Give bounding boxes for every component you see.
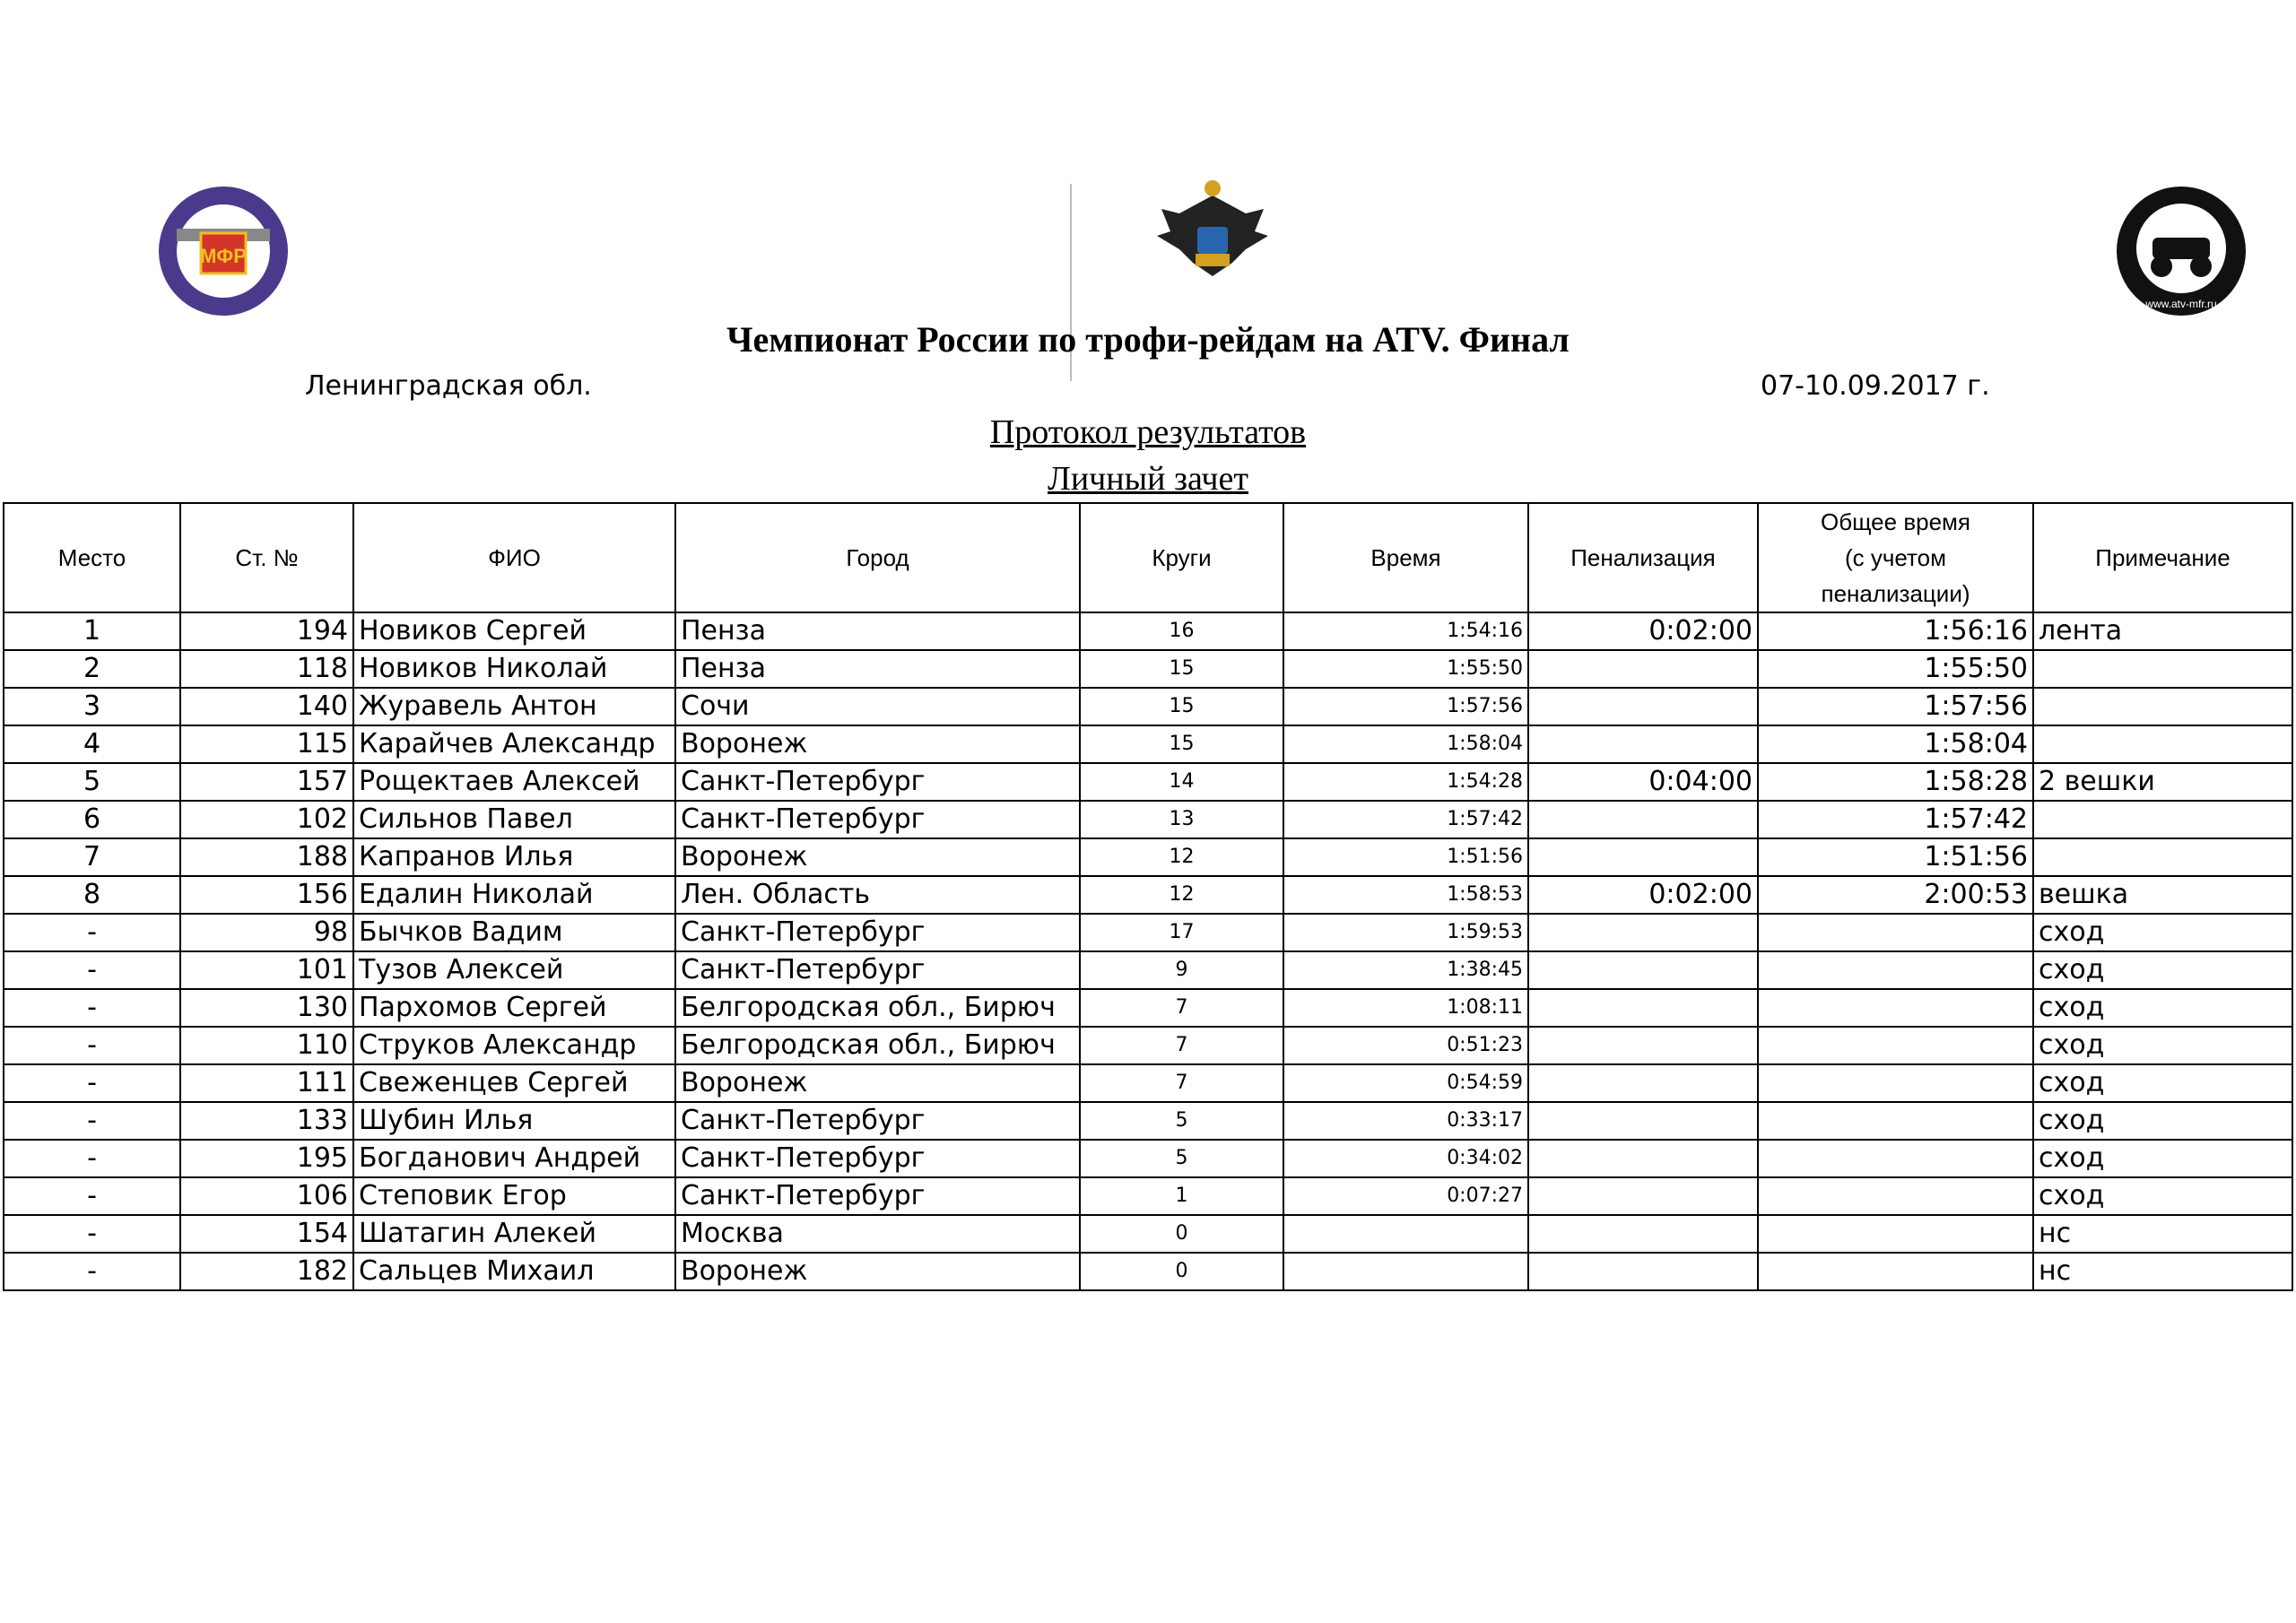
- header-name: ФИО: [353, 503, 675, 612]
- cell-laps: 12: [1080, 876, 1283, 914]
- cell-penalty: [1528, 1215, 1758, 1253]
- region-label: Ленинградская обл.: [305, 370, 592, 402]
- cell-laps: 5: [1080, 1102, 1283, 1140]
- cell-name: Сильнов Павел: [353, 801, 675, 838]
- mfr-logo: [154, 184, 293, 318]
- cell-city: Пенза: [675, 650, 1080, 688]
- cell-city: Воронеж: [675, 1253, 1080, 1290]
- cell-note: [2033, 725, 2292, 763]
- cell-place: 1: [4, 612, 180, 650]
- cell-number: 188: [180, 838, 353, 876]
- cell-place: -: [4, 951, 180, 989]
- cell-name: Богданович Андрей: [353, 1140, 675, 1177]
- cell-note: нс: [2033, 1215, 2292, 1253]
- cell-penalty: 0:04:00: [1528, 763, 1758, 801]
- cell-penalty: [1528, 1027, 1758, 1064]
- cell-total: 1:56:16: [1758, 612, 2033, 650]
- cell-number: 110: [180, 1027, 353, 1064]
- table-row: [4, 1102, 2292, 1140]
- header-city: Город: [675, 503, 1080, 612]
- cell-laps: 16: [1080, 612, 1283, 650]
- table-row: [4, 1177, 2292, 1215]
- table-row: [4, 1027, 2292, 1064]
- table-row: [4, 763, 2292, 801]
- cell-note: [2033, 688, 2292, 725]
- atv-championship-logo: [2112, 184, 2251, 318]
- cell-total: [1758, 1253, 2033, 1290]
- cell-place: 5: [4, 763, 180, 801]
- cell-number: 98: [180, 914, 353, 951]
- cell-penalty: [1528, 650, 1758, 688]
- cell-penalty: [1528, 801, 1758, 838]
- header-total-line3: пенализации): [1821, 580, 1970, 607]
- cell-name: Новиков Николай: [353, 650, 675, 688]
- cell-penalty: [1528, 1177, 1758, 1215]
- header-number: Ст. №: [180, 503, 353, 612]
- cell-city: Санкт-Петербург: [675, 1140, 1080, 1177]
- date-label: 07-10.09.2017 г.: [1761, 370, 1990, 402]
- cell-place: 8: [4, 876, 180, 914]
- cell-time: 1:51:56: [1283, 838, 1528, 876]
- cell-name: Свеженцев Сергей: [353, 1064, 675, 1102]
- cell-total: 1:58:04: [1758, 725, 2033, 763]
- svg-text:www.atv-mfr.ru: www.atv-mfr.ru: [2145, 298, 2217, 310]
- cell-total: [1758, 914, 2033, 951]
- cell-number: 118: [180, 650, 353, 688]
- cell-note: нс: [2033, 1253, 2292, 1290]
- cell-time: 0:51:23: [1283, 1027, 1528, 1064]
- cell-name: Струков Александр: [353, 1027, 675, 1064]
- cell-note: [2033, 650, 2292, 688]
- table-row: [4, 876, 2292, 914]
- cell-total: [1758, 1215, 2033, 1253]
- cell-penalty: [1528, 725, 1758, 763]
- cell-penalty: [1528, 1140, 1758, 1177]
- cell-total: 1:55:50: [1758, 650, 2033, 688]
- header-total: [1758, 503, 2033, 612]
- cell-laps: 13: [1080, 801, 1283, 838]
- cell-number: 130: [180, 989, 353, 1027]
- table-row: [4, 1253, 2292, 1290]
- cell-place: -: [4, 1215, 180, 1253]
- cell-city: Санкт-Петербург: [675, 914, 1080, 951]
- cell-number: 195: [180, 1140, 353, 1177]
- cell-place: 7: [4, 838, 180, 876]
- cell-note: сход: [2033, 914, 2292, 951]
- table-row: [4, 951, 2292, 989]
- cell-name: Едалин Николай: [353, 876, 675, 914]
- cell-number: 106: [180, 1177, 353, 1215]
- cell-penalty: [1528, 1064, 1758, 1102]
- cell-time: 1:58:04: [1283, 725, 1528, 763]
- cell-penalty: [1528, 1253, 1758, 1290]
- cell-city: Санкт-Петербург: [675, 1102, 1080, 1140]
- cell-city: Лен. Область: [675, 876, 1080, 914]
- cell-city: Белгородская обл., Бирюч: [675, 989, 1080, 1027]
- cell-name: Шубин Илья: [353, 1102, 675, 1140]
- cell-city: Москва: [675, 1215, 1080, 1253]
- cell-total: [1758, 951, 2033, 989]
- cell-laps: 0: [1080, 1215, 1283, 1253]
- cell-time: 1:57:56: [1283, 688, 1528, 725]
- cell-city: Воронеж: [675, 838, 1080, 876]
- cell-place: 2: [4, 650, 180, 688]
- header-note: Примечание: [2033, 503, 2292, 612]
- cell-total: [1758, 989, 2033, 1027]
- document-title: Чемпионат России по трофи-рейдам на ATV. Финал: [726, 319, 1570, 360]
- cell-laps: 5: [1080, 1140, 1283, 1177]
- cell-laps: 15: [1080, 650, 1283, 688]
- cell-note: сход: [2033, 1102, 2292, 1140]
- cell-time: 1:58:53: [1283, 876, 1528, 914]
- cell-city: Пенза: [675, 612, 1080, 650]
- cell-total: [1758, 1027, 2033, 1064]
- header-total-line2: (с учетом: [1845, 544, 1946, 571]
- table-row: [4, 989, 2292, 1027]
- cell-laps: 9: [1080, 951, 1283, 989]
- cell-laps: 14: [1080, 763, 1283, 801]
- cell-laps: 7: [1080, 1064, 1283, 1102]
- cell-time: [1283, 1253, 1528, 1290]
- svg-text:МФР: МФР: [200, 245, 247, 267]
- cell-place: -: [4, 989, 180, 1027]
- cell-laps: 15: [1080, 688, 1283, 725]
- cell-name: Шатагин Алекей: [353, 1215, 675, 1253]
- table-row: [4, 838, 2292, 876]
- table-row: [4, 801, 2292, 838]
- cell-time: 1:55:50: [1283, 650, 1528, 688]
- cell-number: 140: [180, 688, 353, 725]
- cell-number: 182: [180, 1253, 353, 1290]
- cell-laps: 12: [1080, 838, 1283, 876]
- cell-number: 115: [180, 725, 353, 763]
- cell-time: 1:59:53: [1283, 914, 1528, 951]
- cell-time: [1283, 1215, 1528, 1253]
- cell-place: 4: [4, 725, 180, 763]
- cell-laps: 1: [1080, 1177, 1283, 1215]
- subtitle-protocol: Протокол результатов: [989, 413, 1307, 451]
- cell-penalty: [1528, 914, 1758, 951]
- cell-place: -: [4, 1027, 180, 1064]
- cell-city: Белгородская обл., Бирюч: [675, 1027, 1080, 1064]
- cell-total: 1:51:56: [1758, 838, 2033, 876]
- cell-penalty: [1528, 989, 1758, 1027]
- cell-note: [2033, 838, 2292, 876]
- table-row: [4, 1064, 2292, 1102]
- cell-total: 2:00:53: [1758, 876, 2033, 914]
- cell-number: 102: [180, 801, 353, 838]
- cell-laps: 7: [1080, 989, 1283, 1027]
- cell-city: Воронеж: [675, 725, 1080, 763]
- cell-time: 0:07:27: [1283, 1177, 1528, 1215]
- cell-time: 0:33:17: [1283, 1102, 1528, 1140]
- cell-note: 2 вешки: [2033, 763, 2292, 801]
- cell-city: Сочи: [675, 688, 1080, 725]
- cell-place: -: [4, 1102, 180, 1140]
- subtitle-classification: Личный зачет: [1048, 460, 1248, 498]
- cell-name: Сальцев Михаил: [353, 1253, 675, 1290]
- cell-number: 133: [180, 1102, 353, 1140]
- cell-total: [1758, 1177, 2033, 1215]
- eagle-emblem-logo: [1152, 178, 1274, 290]
- header-place: Место: [4, 503, 180, 612]
- cell-note: сход: [2033, 1140, 2292, 1177]
- cell-name: Тузов Алексей: [353, 951, 675, 989]
- cell-penalty: [1528, 951, 1758, 989]
- cell-time: 1:38:45: [1283, 951, 1528, 989]
- cell-note: лента: [2033, 612, 2292, 650]
- cell-city: Санкт-Петербург: [675, 763, 1080, 801]
- cell-time: 1:57:42: [1283, 801, 1528, 838]
- table-row: [4, 725, 2292, 763]
- cell-total: 1:57:42: [1758, 801, 2033, 838]
- cell-number: 101: [180, 951, 353, 989]
- results-table: [3, 502, 2293, 1291]
- header-laps: Круги: [1080, 503, 1283, 612]
- cell-place: -: [4, 1140, 180, 1177]
- cell-number: 157: [180, 763, 353, 801]
- cell-laps: 0: [1080, 1253, 1283, 1290]
- cell-note: сход: [2033, 1064, 2292, 1102]
- cell-name: Пархомов Сергей: [353, 989, 675, 1027]
- cell-place: 3: [4, 688, 180, 725]
- cell-note: сход: [2033, 989, 2292, 1027]
- cell-note: вешка: [2033, 876, 2292, 914]
- cell-name: Степовик Егор: [353, 1177, 675, 1215]
- cell-name: Журавель Антон: [353, 688, 675, 725]
- cell-note: [2033, 801, 2292, 838]
- cell-number: 154: [180, 1215, 353, 1253]
- cell-name: Капранов Илья: [353, 838, 675, 876]
- table-row: [4, 612, 2292, 650]
- cell-name: Бычков Вадим: [353, 914, 675, 951]
- table-row: [4, 1140, 2292, 1177]
- cell-time: 1:08:11: [1283, 989, 1528, 1027]
- cell-place: 6: [4, 801, 180, 838]
- cell-name: Рощектаев Алексей: [353, 763, 675, 801]
- cell-place: -: [4, 1177, 180, 1215]
- table-row: [4, 650, 2292, 688]
- cell-name: Карайчев Александр: [353, 725, 675, 763]
- cell-note: сход: [2033, 951, 2292, 989]
- cell-laps: 7: [1080, 1027, 1283, 1064]
- cell-time: 1:54:16: [1283, 612, 1528, 650]
- cell-penalty: [1528, 688, 1758, 725]
- cell-time: 0:54:59: [1283, 1064, 1528, 1102]
- table-row: [4, 914, 2292, 951]
- header-penalty: Пенализация: [1528, 503, 1758, 612]
- cell-city: Санкт-Петербург: [675, 801, 1080, 838]
- cell-place: -: [4, 1064, 180, 1102]
- cell-total: 1:58:28: [1758, 763, 2033, 801]
- header-total-line1: Общее время: [1820, 508, 1971, 535]
- cell-time: 1:54:28: [1283, 763, 1528, 801]
- cell-name: Новиков Сергей: [353, 612, 675, 650]
- cell-time: 0:34:02: [1283, 1140, 1528, 1177]
- cell-penalty: [1528, 1102, 1758, 1140]
- table-header-row: [4, 503, 2292, 612]
- cell-place: -: [4, 914, 180, 951]
- cell-note: сход: [2033, 1177, 2292, 1215]
- cell-total: [1758, 1140, 2033, 1177]
- cell-laps: 17: [1080, 914, 1283, 951]
- cell-total: [1758, 1102, 2033, 1140]
- cell-number: 111: [180, 1064, 353, 1102]
- cell-penalty: [1528, 838, 1758, 876]
- cell-total: [1758, 1064, 2033, 1102]
- header-time: Время: [1283, 503, 1528, 612]
- cell-number: 156: [180, 876, 353, 914]
- table-row: [4, 1215, 2292, 1253]
- cell-laps: 15: [1080, 725, 1283, 763]
- cell-city: Санкт-Петербург: [675, 1177, 1080, 1215]
- cell-city: Воронеж: [675, 1064, 1080, 1102]
- table-row: [4, 688, 2292, 725]
- cell-note: сход: [2033, 1027, 2292, 1064]
- cell-penalty: 0:02:00: [1528, 876, 1758, 914]
- cell-place: -: [4, 1253, 180, 1290]
- cell-total: 1:57:56: [1758, 688, 2033, 725]
- cell-city: Санкт-Петербург: [675, 951, 1080, 989]
- cell-number: 194: [180, 612, 353, 650]
- cell-penalty: 0:02:00: [1528, 612, 1758, 650]
